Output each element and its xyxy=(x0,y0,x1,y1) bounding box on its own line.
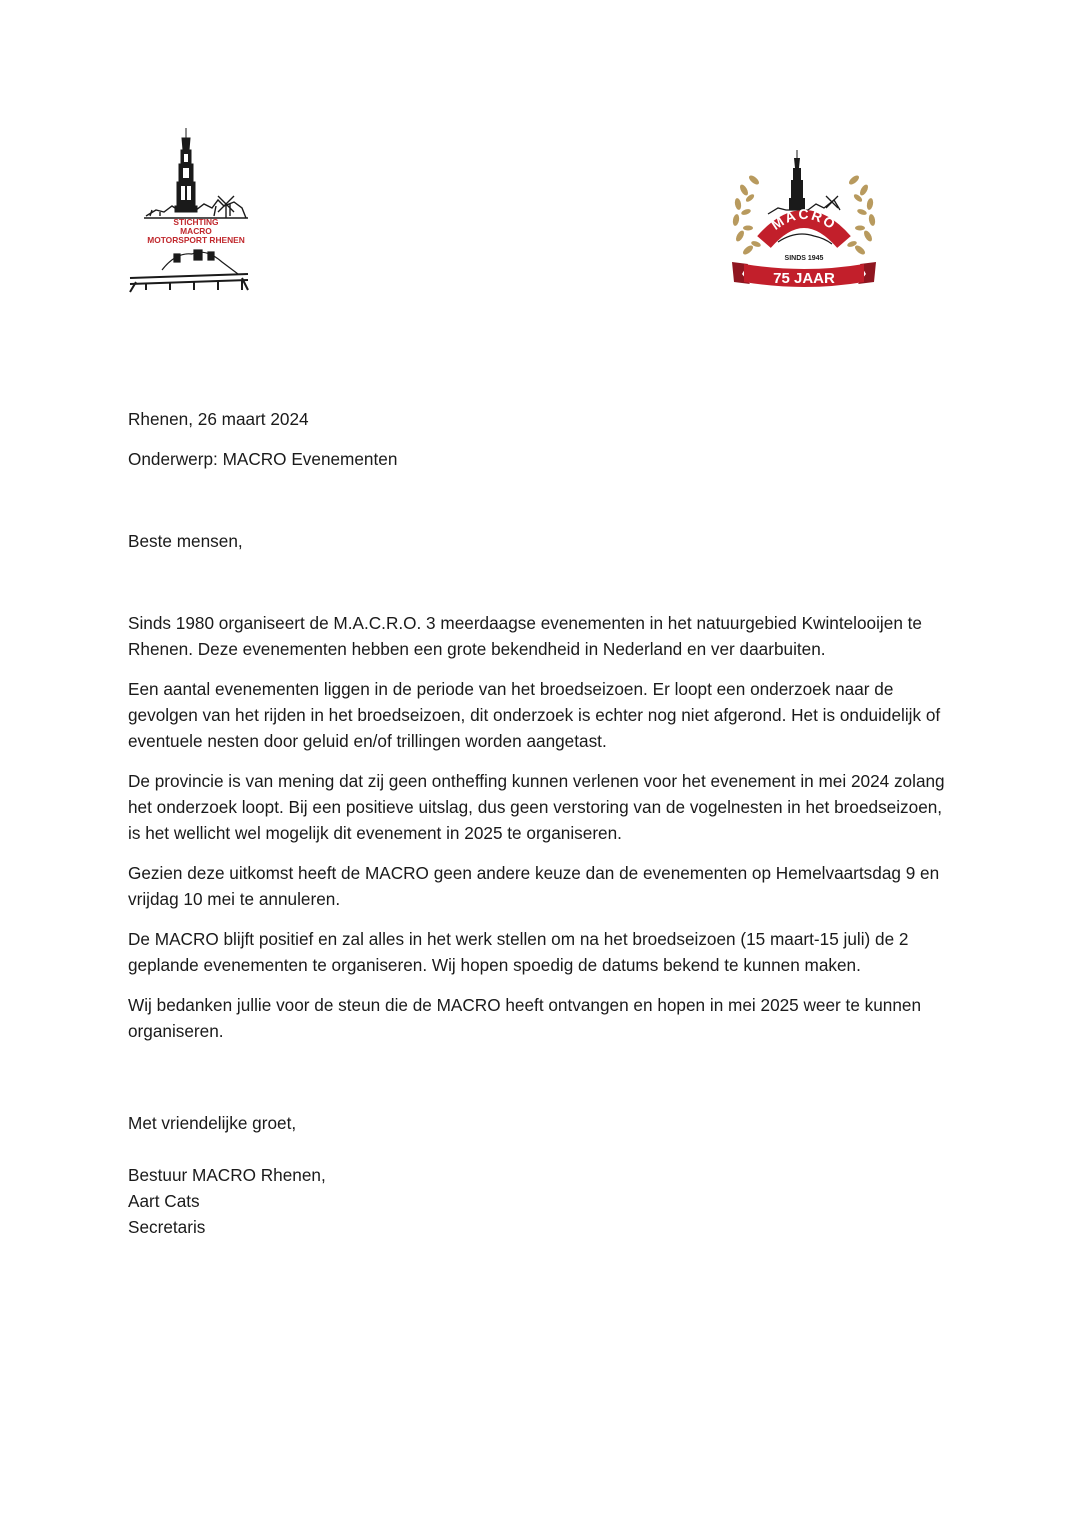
church-tower-bridge-logo-icon xyxy=(126,126,256,296)
stichting-macro-logo xyxy=(126,126,256,296)
paragraph-5: De MACRO blijft positief en zal alles in het werk stellen om na het broedseizoen (15 maart-15 juli) de 2 geplande evenementen te organiseren. Wij hopen spoedig de datums bekend te kunnen maken. xyxy=(128,929,909,975)
signature-role: Secretaris xyxy=(128,1217,206,1237)
left-logo-text-1: STICHTING xyxy=(173,217,219,227)
letter-body xyxy=(128,406,958,1240)
paragraph-3: De provincie is van mening dat zij geen ontheffing kunnen verlenen voor het evenement in mei 2024 zolang het onderzoek loopt. Bij een positieve uitslag, dus geen verstoring van de vogelnesten in het broedseizoen, is het wellicht wel mogelijk dit evenement in 2025 te organiseren. xyxy=(128,771,945,843)
macro-75-jaar-logo xyxy=(726,150,882,292)
macro-brand-text: MACRO xyxy=(768,205,840,233)
letter-subject: Onderwerp: MACRO Evenementen xyxy=(128,449,398,469)
laurel-wreath-tower-logo-icon xyxy=(726,150,882,292)
letter-date: Rhenen, 26 maart 2024 xyxy=(128,409,309,429)
signature-name: Aart Cats xyxy=(128,1191,200,1211)
left-logo-text-2: MACRO xyxy=(180,226,212,236)
letter-closing: Met vriendelijke groet, xyxy=(128,1113,297,1133)
anniversary-text: 75 JAAR xyxy=(773,270,835,287)
signature-organization: Bestuur MACRO Rhenen, xyxy=(128,1165,326,1185)
paragraph-4: Gezien deze uitkomst heeft de MACRO geen andere keuze dan de evenementen op Hemelvaartsdag 9 en vrijdag 10 mei te annuleren. xyxy=(128,863,940,909)
paragraph-2: Een aantal evenementen liggen in de periode van het broedseizoen. Er loopt een onderzoek naar de gevolgen van het rijden in het broedseizoen, dit onderzoek is echter nog niet afgerond. Het is onduidelijk of eventuele nesten door geluid en/of trillingen worden aangetast. xyxy=(128,679,941,751)
svg-text:MACRO xyxy=(768,206,840,233)
paragraph-1: Sinds 1980 organiseert de M.A.C.R.O. 3 meerdaagse evenementen in het natuurgebied Kwintelooijen te Rhenen. Deze evenementen hebben een grote bekendheid in Nederland en ver daarbuiten. xyxy=(128,613,922,659)
since-text: SINDS 1945 xyxy=(784,255,824,262)
letter-salutation: Beste mensen, xyxy=(128,531,243,551)
paragraph-6: Wij bedanken jullie voor de steun die de MACRO heeft ontvangen en hopen in mei 2025 weer te kunnen organiseren. xyxy=(128,995,922,1041)
left-logo-text-3: MOTORSPORT RHENEN xyxy=(147,235,245,245)
